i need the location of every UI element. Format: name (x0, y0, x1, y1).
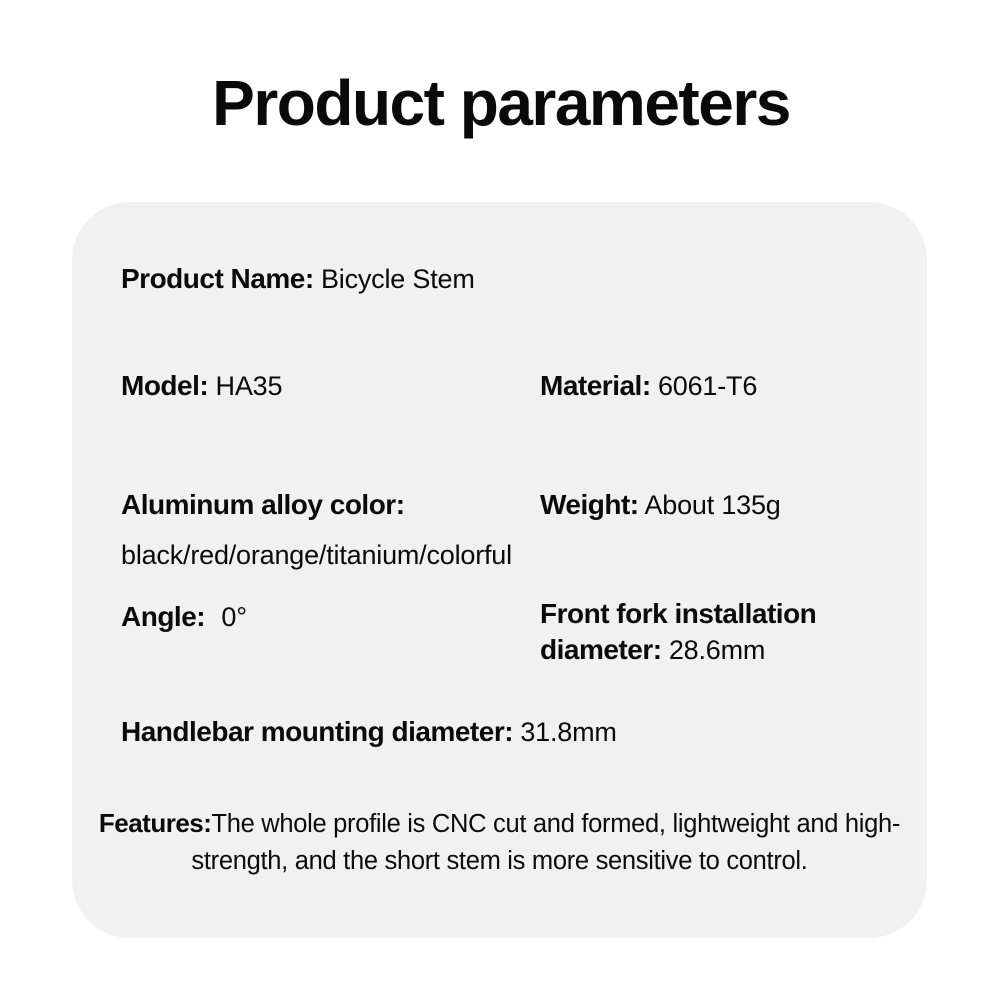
spec-model (121, 368, 282, 404)
spec-features (84, 805, 915, 880)
spec-aluminum-alloy-color-value: black/red/orange/titanium/colorful (121, 540, 512, 570)
spec-product-name-value: Bicycle Stem (320, 264, 475, 294)
spec-material (540, 368, 757, 404)
spec-features-label: Features: (98, 808, 212, 838)
spec-weight-label: Weight: (540, 489, 639, 520)
spec-material-label: Material: (540, 370, 651, 401)
spec-angle-value: 0° (221, 602, 247, 632)
spec-front-fork-installation-diameter (540, 596, 885, 668)
spec-front-fork-installation-diameter-label: Front fork installation diameter: (540, 598, 817, 665)
spec-model-label: Model: (121, 370, 209, 401)
spec-weight-value: About 135g (644, 490, 781, 520)
spec-product-name-label: Product Name: (121, 263, 314, 294)
page-title: Product parameters (212, 67, 790, 139)
spec-handlebar-mounting-diameter (121, 714, 617, 750)
spec-product-name (121, 261, 475, 297)
spec-handlebar-mounting-diameter-label: Handlebar mounting diameter: (121, 716, 514, 747)
spec-aluminum-alloy-color-value-row (121, 537, 512, 573)
spec-aluminum-alloy-color (121, 487, 405, 523)
spec-angle (121, 599, 247, 635)
spec-handlebar-mounting-diameter-value: 31.8mm (520, 717, 617, 747)
spec-features-value: The whole profile is CNC cut and formed, lightweight and high-strength, and the short stem is more sensitive to control. (191, 810, 901, 875)
product-parameters-card (72, 202, 927, 938)
spec-material-value: 6061-T6 (657, 371, 758, 401)
spec-aluminum-alloy-color-label: Aluminum alloy color: (121, 489, 405, 520)
spec-angle-label: Angle: (121, 601, 206, 632)
spec-model-value: HA35 (215, 371, 283, 401)
spec-front-fork-installation-diameter-value: 28.6mm (668, 635, 766, 665)
spec-weight (540, 487, 781, 523)
